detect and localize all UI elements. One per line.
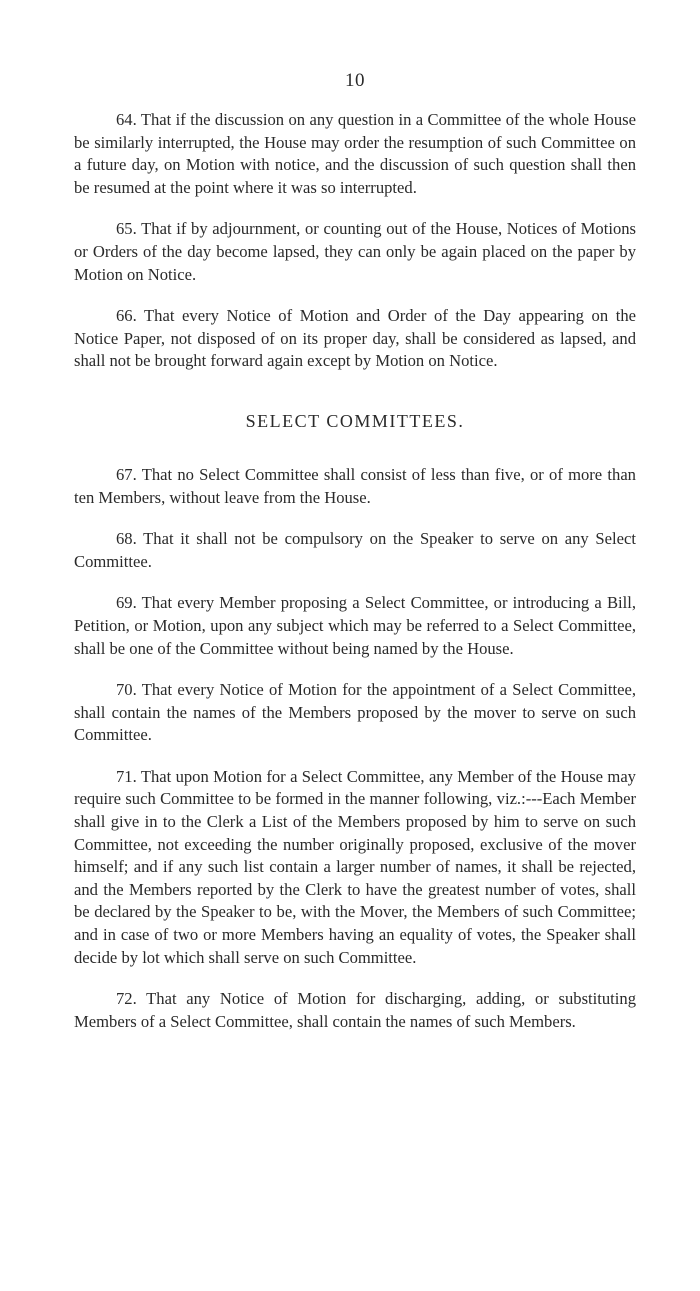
document-page — [74, 70, 636, 1052]
standing-order-70 — [74, 679, 636, 747]
order-number: 71. — [116, 766, 137, 786]
standing-order-66 — [74, 305, 636, 373]
standing-order-65 — [74, 218, 636, 286]
order-text: That no Select Committee shall consist of less than five, or of more than ten Members, without leave from the House. — [74, 464, 636, 507]
standing-order-69 — [74, 592, 636, 660]
standing-order-68 — [74, 528, 636, 573]
order-text: That it shall not be compulsory on the Speaker to serve on any Select Committee. — [74, 529, 636, 571]
order-text: That every Notice of Motion for the appointment of a Select Committee, shall contain the names of the Members proposed by the mover to serve on such Committee. — [74, 680, 636, 745]
standing-order-64 — [74, 109, 636, 199]
standing-order-71 — [74, 766, 636, 969]
order-text: That upon Motion for a Select Committee, any Member of the House may require such Committee to be formed in the manner following, viz.:---Each Member shall give in to the Clerk a List of the Members proposed by him to serve on such Committee, not exceeding the number originally proposed, exclusive of the mover himself; and if any such list contain a larger number of names, it shall be rejected, and the Members reported by the Clerk to have the greatest number of votes, shall be declared by the Speaker to be, with the Mover, the Members of such Committee; and in case of two or more Members having an equality of votes, the Speaker shall decide by lot which shall serve on such Committee. — [74, 766, 636, 967]
order-number: 64. — [116, 110, 137, 129]
order-number: 65. — [116, 219, 137, 239]
order-number: 69. — [116, 593, 137, 613]
page-number: 10 — [345, 70, 365, 91]
standing-order-72 — [74, 988, 636, 1033]
order-number: 72. — [116, 989, 137, 1009]
order-number: 68. — [116, 529, 137, 549]
order-number: 70. — [116, 680, 137, 700]
order-text: That any Notice of Motion for discharging, adding, or substituting Members of a Select Committee, shall contain the names of such Members. — [74, 989, 636, 1031]
section-heading: SELECT COMMITTEES. — [245, 410, 465, 431]
order-text: That every Member proposing a Select Committee, or introducing a Bill, Petition, or Motion, upon any subject which may be referred to a Select Committee, shall be one of the Committee without being named by the House. — [74, 593, 636, 658]
standing-order-67 — [74, 464, 636, 509]
order-number: 66. — [116, 306, 137, 326]
order-number: 67. — [116, 464, 137, 484]
order-text: That if by adjournment, or counting out of the House, Notices of Motions or Orders of the day become lapsed, they can only be again placed on the paper by Motion on Notice. — [74, 219, 636, 284]
order-text: That if the discussion on any question in a Committee of the whole House be similarly interrupted, the House may order the resumption of such Committee on a future day, on Motion with notice, and the discussion of such question shall then be resumed at the point where it was so interrupted. — [74, 110, 636, 197]
order-text: That every Notice of Motion and Order of the Day appearing on the Notice Paper, not disposed of on its proper day, shall be considered as lapsed, and shall not be brought forward again except by Motion on Notice. — [74, 306, 636, 371]
